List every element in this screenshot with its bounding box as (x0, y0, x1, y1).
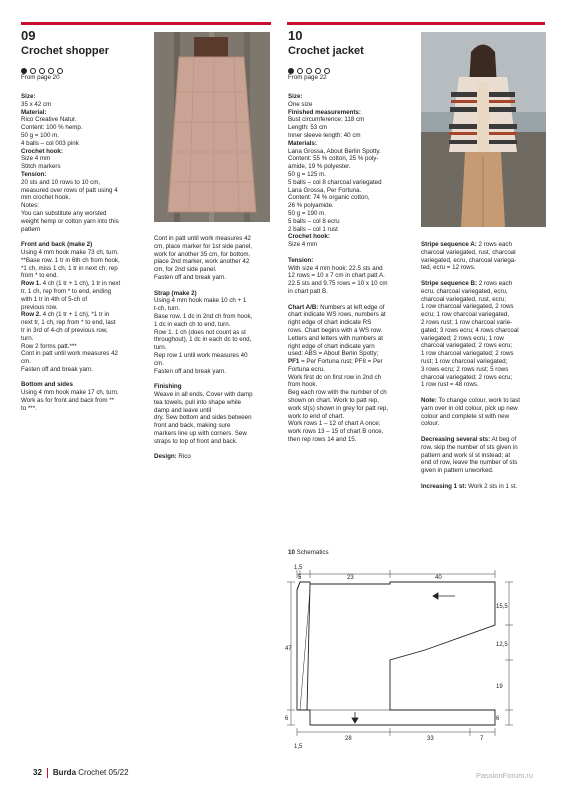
text-line: 50 g = 190 m. (288, 209, 327, 217)
text-line: gated; 3 rows ecru; 4 rows charcoal (421, 326, 519, 334)
text-line: Strap (make 2) (154, 289, 197, 297)
text-line: Note: To change colour, work to last (421, 396, 520, 404)
text-line: 5 balls – col 8 charcoal variegated (288, 178, 382, 186)
text-line: chart indicate WS rows, numbers at (288, 311, 386, 319)
text-line: given in pattern unworked. (421, 467, 494, 475)
text-line: cm. (21, 358, 31, 366)
magazine-issue: 05/22 (108, 768, 129, 778)
schematic-dim-bottom3: 7 (480, 736, 484, 742)
text-line: Work rows 1 – 12 of chart A once; (288, 420, 381, 428)
text-line: turn. (21, 334, 34, 342)
text-line: Work as for front and back from ** (21, 397, 115, 405)
text-line: straps to top of front and back. (154, 437, 238, 445)
text-line: Weave in all ends. Cover with damp (154, 390, 253, 398)
text-line: Length: 53 cm (288, 124, 328, 132)
shopper-photo (154, 32, 270, 222)
jacket-instructions-column-1 (288, 93, 420, 444)
text-line: 50 g = 100 m. (21, 131, 60, 139)
shopper-instructions-column-2 (154, 235, 279, 461)
text-line: next tr, 1 ch, rep from * to end, last (21, 319, 116, 327)
text-line: 12 rows = 10 x 7 cm in chart patt A. (288, 272, 385, 280)
text-line: previous row. (21, 303, 58, 311)
jacket-photo (421, 32, 546, 227)
text-line: Bottom and sides (21, 381, 73, 389)
text-line: 2 balls – col 1 rust (288, 225, 338, 233)
footer-divider (47, 768, 48, 778)
text-line: Lana Grossa, Per Fortuna. (288, 186, 362, 194)
line-gap (154, 375, 279, 383)
text-line: Fasten off and break yarn. (154, 367, 227, 375)
text-line: from * to end. (21, 272, 59, 280)
text-line: Rep row 1 until work measures 40 (154, 351, 248, 359)
text-line: Base row. 1 dc in 2nd ch from hook, (154, 312, 253, 320)
schematic-dim-right3: 19 (496, 684, 503, 690)
schematic-dim-right2: 12,5 (496, 642, 508, 648)
text-line: 20 sts and 10 rows to 10 cm, (21, 178, 101, 186)
jacket-photo-image (421, 32, 546, 227)
text-line: Cont in patt until work measures 42 (21, 350, 118, 358)
text-line: Crochet hook: (21, 147, 63, 155)
text-line: **Base row. 1 tr in 6th ch from hook, (21, 256, 120, 264)
text-line: ecru, charcoal variegated, ecru, (421, 287, 508, 295)
project-title-shopper: Crochet shopper (21, 45, 110, 57)
text-line: used: ABS = About Berlin Spotty; (288, 350, 379, 358)
line-gap (421, 272, 551, 280)
schematic-dim-bottom4: 1,5 (294, 744, 303, 750)
magazine-name: Burda (52, 768, 77, 778)
text-line: place 2nd marker, work another 42 (154, 258, 250, 266)
text-line: Front and back (make 2) (21, 241, 93, 249)
text-line: 2 rows rust; 1 row charcoal varie- (421, 318, 513, 326)
schematic-caption (288, 549, 329, 557)
from-page-left: From page 20 (21, 74, 60, 81)
schematic-dim-left1: 47 (285, 646, 292, 652)
text-line: *1 ch, miss 1 ch, 1 tr in next ch; rep (21, 264, 118, 272)
text-line: charcoal variegated, rust, charcoal (421, 248, 516, 256)
text-line: Design: Rico (154, 453, 191, 461)
text-line: Finished measurements: (288, 108, 361, 116)
text-line: front and back, making sure (154, 422, 231, 430)
page-number: 32 (33, 768, 42, 778)
text-line: ecru; 1 row charcoal variegated, (421, 311, 510, 319)
text-line: end of row, leave the number of sts (421, 459, 518, 467)
text-line: charcoal variegated; 2 rows ecru; (421, 342, 513, 350)
text-line: Using 4 mm hook make 73 ch, turn. (21, 248, 119, 256)
accent-bar-right (287, 22, 545, 25)
text-line: Increasing 1 st: Work 2 sts in 1 st. (421, 482, 518, 490)
text-line: Content: 55 % cotton, 25 % poly- (288, 155, 379, 163)
text-line: Letters and letters with numbers at (288, 334, 383, 342)
text-line: Chart A/B: Numbers at left edge of (288, 303, 385, 311)
text-line: colour and complete st with new (421, 412, 510, 420)
text-line: 1 row charcoal variegated; 2 rows (421, 350, 514, 358)
text-line: Tension: (21, 170, 47, 178)
text-line: mm crochet hook. (21, 194, 71, 202)
text-line: Fasten off and break yarn. (154, 273, 227, 281)
text-line: variegated; 2 rows ecru; 1 row (421, 334, 504, 342)
magazine-subtitle: Crochet (78, 768, 107, 778)
text-line: variegated, ecru, charcoal variega- (421, 256, 517, 264)
accent-bar-left (21, 22, 271, 25)
text-line: Inner sleeve length: 40 cm (288, 131, 361, 139)
text-line: Using 4 mm hook make 17 ch, turn. (21, 389, 119, 397)
line-gap (421, 389, 551, 397)
text-line: Cont in patt until work measures 42 (154, 235, 251, 242)
schematic-caption-text: Schematics (296, 549, 329, 556)
line-gap (288, 249, 420, 257)
text-line: measured over rows of patt using 4 (21, 186, 118, 194)
text-line: pattern (21, 225, 41, 233)
schematic-dim-top3: 23 (347, 575, 354, 581)
text-line: tr, 1 ch, rep from * to end, ending (21, 287, 112, 295)
text-line: rust; 1 row charcoal variegated; (421, 357, 508, 365)
text-line: Stripe sequence B: 2 rows each (421, 279, 513, 287)
text-line: markers line up with corners. Sew (154, 429, 247, 437)
text-line: work to end of chart. (288, 412, 345, 420)
text-line: amide, 19 % polyester. (288, 163, 351, 171)
project-title-jacket: Crochet jacket (288, 45, 364, 57)
text-line: Fasten off and break yarn. (21, 365, 94, 373)
text-line: colour. (421, 420, 440, 428)
shopper-instructions-column-1 (21, 93, 146, 413)
text-line: 3 rows ecru; 2 rows rust; 5 rows (421, 365, 509, 373)
schematic-dim-top2: 5 (298, 575, 302, 581)
text-line: damp and leave until (154, 406, 212, 414)
text-line: t-ch, turn. (154, 305, 181, 313)
text-line: Row 2. 4 ch (1 tr + 1 ch), *1 tr in (21, 311, 110, 319)
text-line: work for another 35 cm, for bottom, (154, 250, 251, 258)
text-line: row, skip the number of sts given in (421, 443, 518, 451)
text-line: from hook. (288, 381, 318, 389)
text-line: Material: (21, 108, 47, 116)
text-line: work rows 13 – 15 of chart B once, (288, 428, 384, 436)
schematic-caption-number: 10 (288, 549, 295, 556)
text-line: right edge of chart indicate yarn (288, 342, 375, 350)
schematic-dim-left2: 6 (285, 716, 289, 722)
text-line: tr in 3rd of 4-ch of previous row, (21, 326, 108, 334)
text-line: ted, ecru = 12 rows. (421, 264, 476, 272)
text-line: weight hemp or cotton yarn into this (21, 217, 119, 225)
line-gap (154, 282, 279, 290)
text-line: charcoal variegated; 2 rows ecru; (421, 373, 513, 381)
schematic-dim-bottom2: 33 (427, 736, 434, 742)
text-line: Bust circumference: 118 cm (288, 116, 365, 124)
text-line: rows. Chart begins with a WS row. (288, 326, 383, 334)
text-line: Notes: (21, 202, 39, 210)
line-gap (154, 446, 279, 454)
text-line: dry. Sew bottom and sides between (154, 414, 252, 422)
project-number-10: 10 (288, 28, 303, 43)
text-line: Materials: (288, 139, 317, 147)
schematic-dim-bottom1: 28 (345, 736, 352, 742)
page-footer (33, 768, 129, 778)
text-line: throughout), 1 dc in each dc to end, (154, 336, 252, 344)
from-page-right: From page 22 (288, 74, 327, 81)
text-line: Content: 100 % hemp. (21, 124, 83, 132)
text-line: to ***. (21, 404, 37, 412)
text-line: Row 1. 4 ch (1 tr + 1 ch), 1 tr in next (21, 280, 121, 288)
text-line: Size 4 mm (21, 155, 51, 163)
text-line: shown on chart. Work to patt rep, (288, 397, 380, 405)
text-line: in chart patt B. (288, 287, 328, 295)
text-line: Decreasing several sts: At beg of (421, 435, 517, 443)
schematic-dim-top4: 40 (435, 575, 442, 581)
text-line: work st(s) shown in grey for patt rep, (288, 404, 389, 412)
text-line: Tension: (288, 256, 314, 264)
jacket-schematic-diagram (285, 560, 515, 750)
text-line: then rep rows 14 and 15. (288, 436, 357, 444)
schematic-dim-right1: 15,5 (496, 604, 508, 610)
text-line: With size 4 mm hook: 22.5 sts and (288, 264, 383, 272)
text-line: Stripe sequence A: 2 rows each (421, 241, 512, 248)
text-line: Stitch markers (21, 163, 61, 171)
text-line: PF1 = Per Fortuna rust; PF8 = Per (288, 358, 383, 366)
text-line: Size 4 mm (288, 241, 318, 249)
schematic-dim-right4: 6 (496, 716, 500, 722)
text-line: 1 dc in each ch to end, turn. (154, 320, 231, 328)
project-number-09: 09 (21, 28, 36, 43)
text-line: Size: (21, 93, 36, 100)
text-line: Row 1. 1 ch (does not count as st (154, 328, 246, 336)
text-line: cm, place marker for 1st side panel, (154, 242, 253, 250)
text-line: cm. (154, 359, 164, 367)
text-line: charcoal variegated, rust, ecru; (421, 295, 506, 303)
text-line: One size (288, 100, 313, 108)
line-gap (288, 296, 420, 304)
text-line: Crochet hook: (288, 233, 330, 241)
watermark: PassionForum.ru (476, 771, 534, 780)
text-line: 4 balls – col 003 pink (21, 139, 79, 147)
text-line: tea towels, pull into shape while (154, 398, 242, 406)
text-line: 5 balls – col 8 ecru (288, 217, 340, 225)
shopper-photo-image (154, 32, 270, 222)
text-line: 26 % polyamide. (288, 202, 334, 210)
text-line: pattern and work sl st instead; at (421, 451, 511, 459)
text-line: Rico Creative Natur. (21, 116, 77, 124)
text-line: Beg each row with the number of ch (288, 389, 387, 397)
text-line: Work first dc on first row in 2nd ch (288, 373, 382, 381)
schematic-dim-top1: 1,5 (294, 565, 303, 571)
line-gap (421, 428, 551, 436)
text-line: Lana Grossa, About Berlin Spotty. (288, 147, 381, 155)
line-gap (21, 374, 146, 382)
text-line: yarn over in old colour, pick up new (421, 404, 518, 412)
text-line: with 1 tr in 4th of 5-ch of (21, 295, 88, 303)
text-line: Using 4 mm hook make 10 ch + 1 (154, 297, 247, 305)
text-line: Finishing (154, 383, 182, 391)
text-line: right edge of chart indicate RS (288, 319, 372, 327)
text-line: Row 2 forms patt.*** (21, 342, 77, 350)
line-gap (421, 475, 551, 483)
text-line: cm, for 2nd side panel. (154, 266, 217, 274)
text-line: You can substitute any worsted (21, 209, 107, 217)
line-gap (21, 233, 146, 241)
jacket-instructions-column-2 (421, 241, 551, 491)
text-line: 22.5 sts and 9.75 rows = 10 x 10 cm (288, 280, 388, 288)
text-line: Content: 74 % organic cotton, (288, 194, 370, 202)
text-line: Fortuna ecru. (288, 365, 325, 373)
text-line: 50 g = 125 m. (288, 170, 327, 178)
text-line: 1 row charcoal variegated, 2 rows (421, 303, 514, 311)
text-line: turn. (154, 344, 167, 352)
text-line: 35 x 42 cm (21, 100, 52, 108)
text-line: Size: (288, 93, 303, 100)
text-line: 1 row rust = 48 rows. (421, 381, 479, 389)
